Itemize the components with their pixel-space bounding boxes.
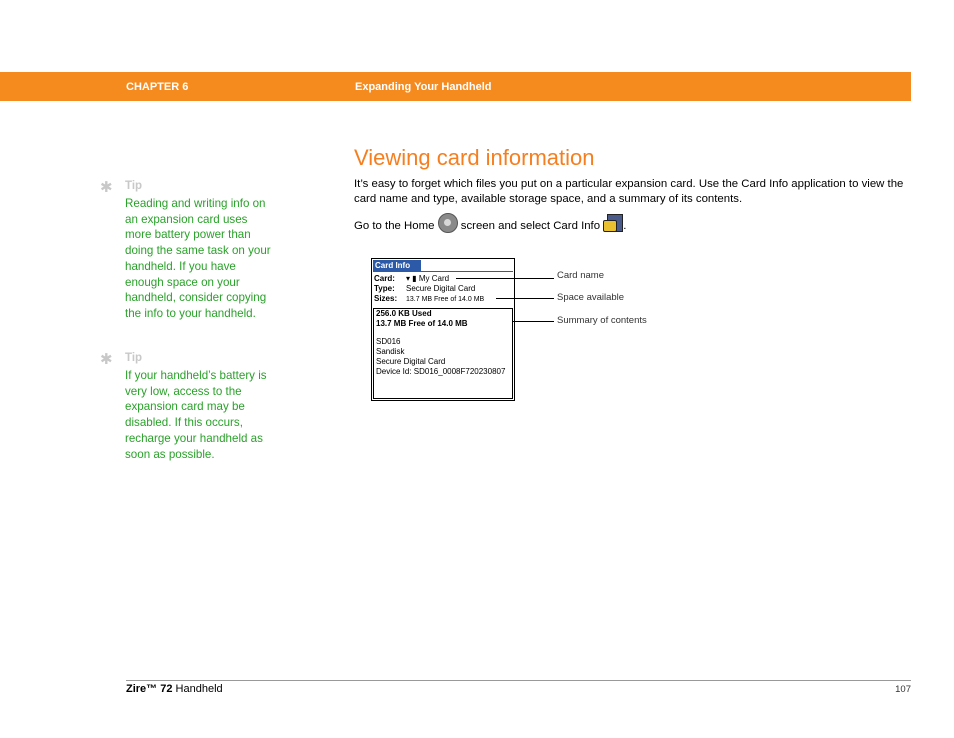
page-number: 107 [895,684,911,695]
tip-text: Reading and writing info on an expansion card uses more battery power than doing the same task on your handheld. If you have enough space on your handheld, consider copying the info to your handheld. [125,197,271,320]
callout-line-card-name [456,278,554,279]
instruction-text: screen and select Card Info [460,220,601,232]
asterisk-icon: ✱ [100,179,113,196]
type-label: Type: [374,284,395,293]
dropdown-arrow-icon: ▾ ▮ [406,274,419,283]
card-info-icon [603,214,623,232]
type-row [374,284,475,294]
home-icon [438,213,458,233]
instruction-period: . [623,220,627,232]
sidebar-tip-2 [100,352,275,462]
type-value: Secure Digital Card [406,284,476,293]
used-value: 256.0 KB Used [376,309,432,318]
content-line: Sandisk [376,347,405,356]
card-info-screenshot [371,258,515,401]
sizes-value: 13.7 MB Free of 14.0 MB [406,296,485,303]
screen-title: Card Info [373,260,421,271]
content-line: Secure Digital Card [376,357,446,366]
tip-text: If your handheld’s battery is very low, access to the expansion card may be disabled. If this occurs, recharge your handheld as soon as possible. [125,369,267,461]
content-line: SD016 [376,337,401,346]
callout-space-available: Space available [557,292,625,303]
product-suffix: Handheld [175,683,223,695]
callout-line-summary [513,321,554,322]
content-line: Device Id: SD016_0008F720230807 [376,367,506,376]
sizes-label: Sizes: [374,294,398,303]
section-title: Viewing card information [354,145,595,170]
footer-rule [126,680,911,681]
chapter-title: Expanding Your Handheld [355,81,492,93]
contents-box [373,308,513,399]
sidebar-tip-1 [100,180,275,322]
callout-line-space [496,298,554,299]
card-row [374,274,449,284]
tip-label: Tip [125,180,143,192]
footer-product [126,683,223,695]
instruction-text: Go to the Home [354,220,435,232]
free-value: 13.7 MB Free of 14.0 MB [376,319,468,328]
tip-label: Tip [125,352,143,364]
callout-card-name: Card name [557,270,604,281]
intro-paragraph: It’s easy to forget which files you put on a particular expansion card. Use the Card Info application to view the card name and type, available storage space, and a summary of its contents. [354,178,904,205]
card-name-value: My Card [418,274,450,283]
sizes-row [374,294,484,305]
callout-summary: Summary of contents [557,315,647,326]
chapter-label: CHAPTER 6 [126,81,189,93]
screen-title-rule [373,271,513,272]
instruction-step [354,213,626,239]
asterisk-icon: ✱ [100,351,113,368]
product-name: Zire™ 72 [126,683,173,695]
card-label: Card: [374,274,395,283]
